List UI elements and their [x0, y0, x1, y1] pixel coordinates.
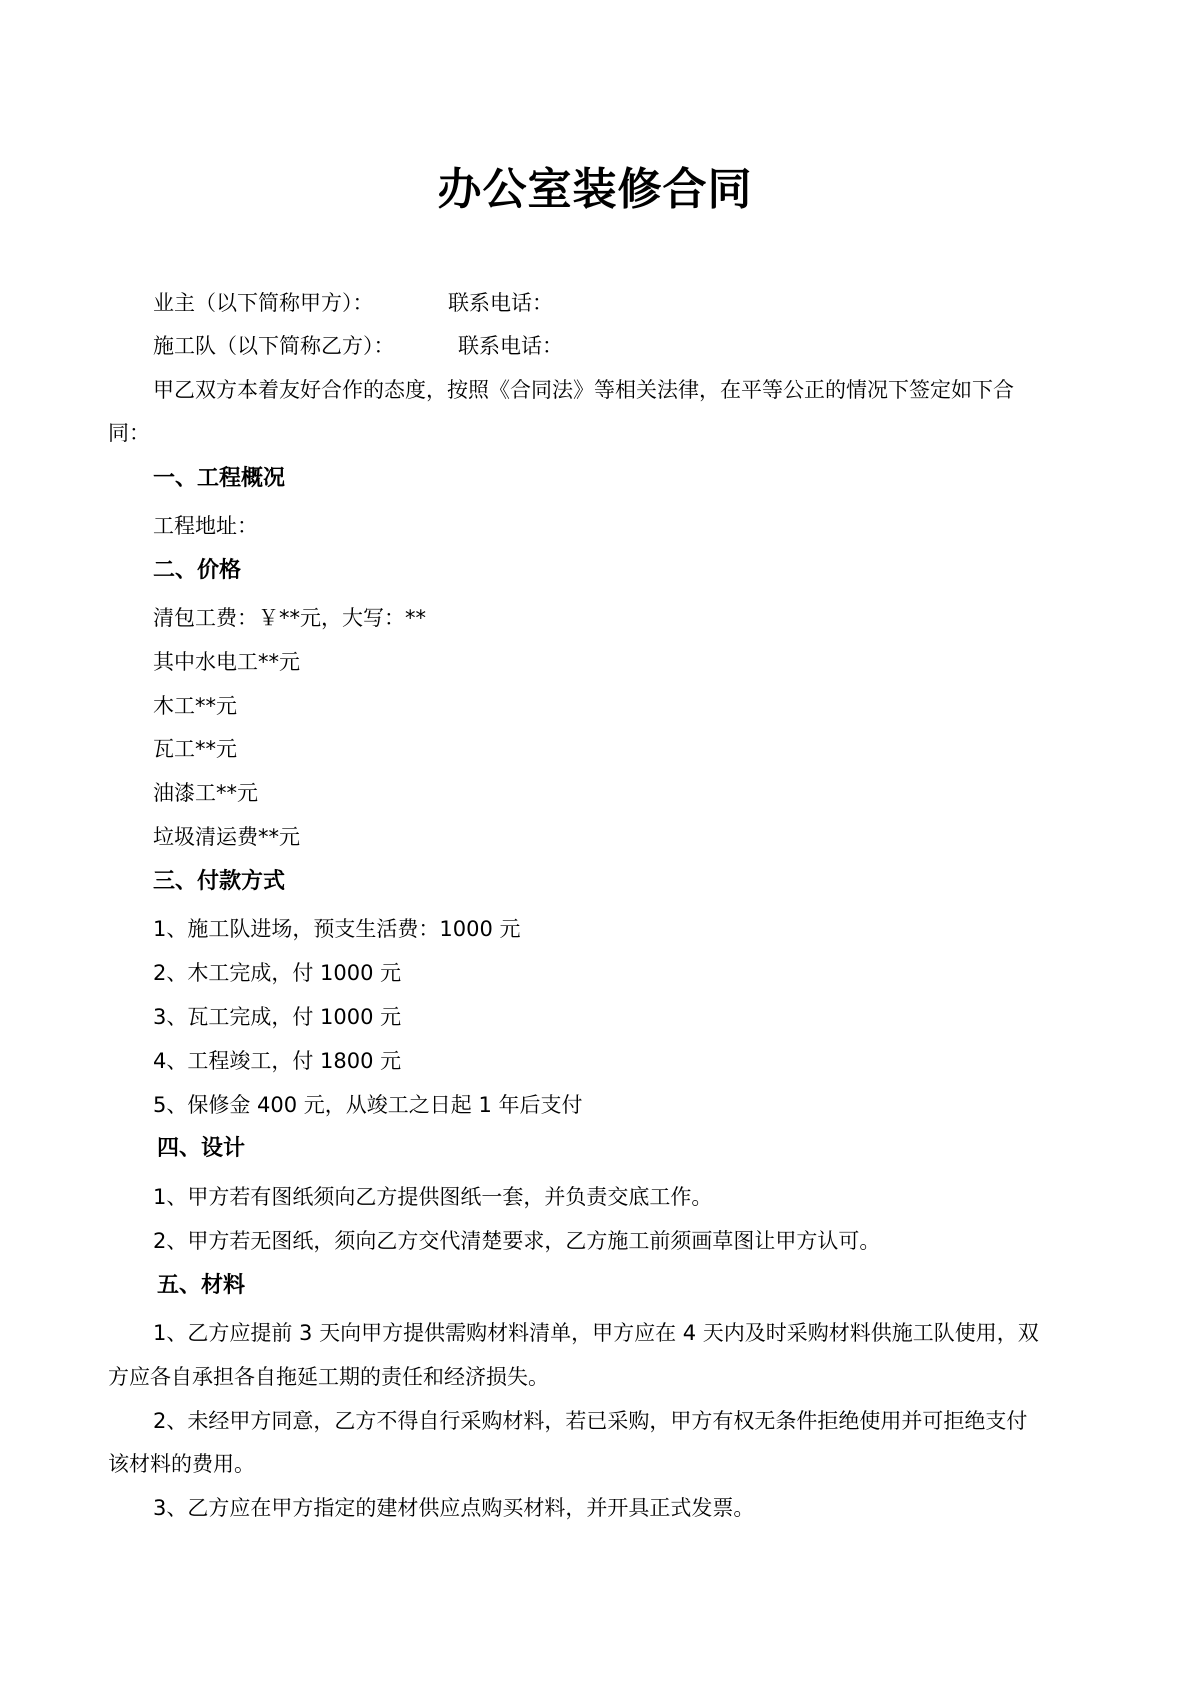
design-item: 1、甲方若有图纸须向乙方提供图纸一套，并负责交底工作。	[153, 1185, 713, 1209]
contractor-phone-label: 联系电话：	[458, 334, 563, 358]
materials-item-3: 3、乙方应在甲方指定的建材供应点购买材料，并开具正式发票。	[153, 1496, 755, 1520]
materials-item-1-line-2: 方应各自承担各自拖延工期的责任和经济损失。	[108, 1365, 549, 1389]
price-item: 油漆工**元	[153, 781, 258, 805]
section-heading-payment: 三、付款方式	[153, 869, 286, 894]
payment-item: 5、保修金 400 元，从竣工之日起 1 年后支付	[153, 1093, 583, 1117]
intro-line-1: 甲乙双方本着友好合作的态度，按照《合同法》等相关法律，在平等公正的情况下签定如下合	[153, 378, 1014, 402]
section-heading-materials: 五、材料	[157, 1273, 246, 1298]
price-item: 垃圾清运费**元	[153, 825, 300, 849]
price-item: 清包工费：￥**元，大写：**	[153, 606, 426, 630]
section-heading-design: 四、设计	[157, 1136, 246, 1161]
payment-item: 4、工程竣工，付 1800 元	[153, 1049, 402, 1073]
section-heading-overview: 一、工程概况	[153, 466, 286, 491]
intro-line-2: 同：	[108, 421, 150, 445]
project-address-label: 工程地址：	[153, 514, 258, 538]
price-item: 木工**元	[153, 694, 237, 718]
owner-phone-label: 联系电话：	[448, 291, 553, 315]
document-title: 办公室装修合同	[437, 164, 753, 215]
materials-item-2-line-1: 2、未经甲方同意，乙方不得自行采购材料，若已采购，甲方有权无条件拒绝使用并可拒绝支付	[153, 1409, 1028, 1433]
price-item: 瓦工**元	[153, 737, 237, 761]
payment-item: 1、施工队进场，预支生活费：1000 元	[153, 917, 521, 941]
owner-label: 业主（以下简称甲方）：	[153, 291, 374, 315]
section-heading-price: 二、价格	[153, 558, 242, 583]
design-item: 2、甲方若无图纸，须向乙方交代清楚要求，乙方施工前须画草图让甲方认可。	[153, 1229, 881, 1253]
materials-item-2-line-2: 该材料的费用。	[108, 1452, 255, 1476]
payment-item: 2、木工完成，付 1000 元	[153, 961, 402, 985]
contractor-label: 施工队（以下简称乙方）：	[153, 334, 395, 358]
payment-item: 3、瓦工完成，付 1000 元	[153, 1005, 402, 1029]
materials-item-1-line-1: 1、乙方应提前 3 天向甲方提供需购材料清单，甲方应在 4 天内及时采购材料供施工队使用，双	[153, 1321, 1039, 1345]
price-item: 其中水电工**元	[153, 650, 300, 674]
